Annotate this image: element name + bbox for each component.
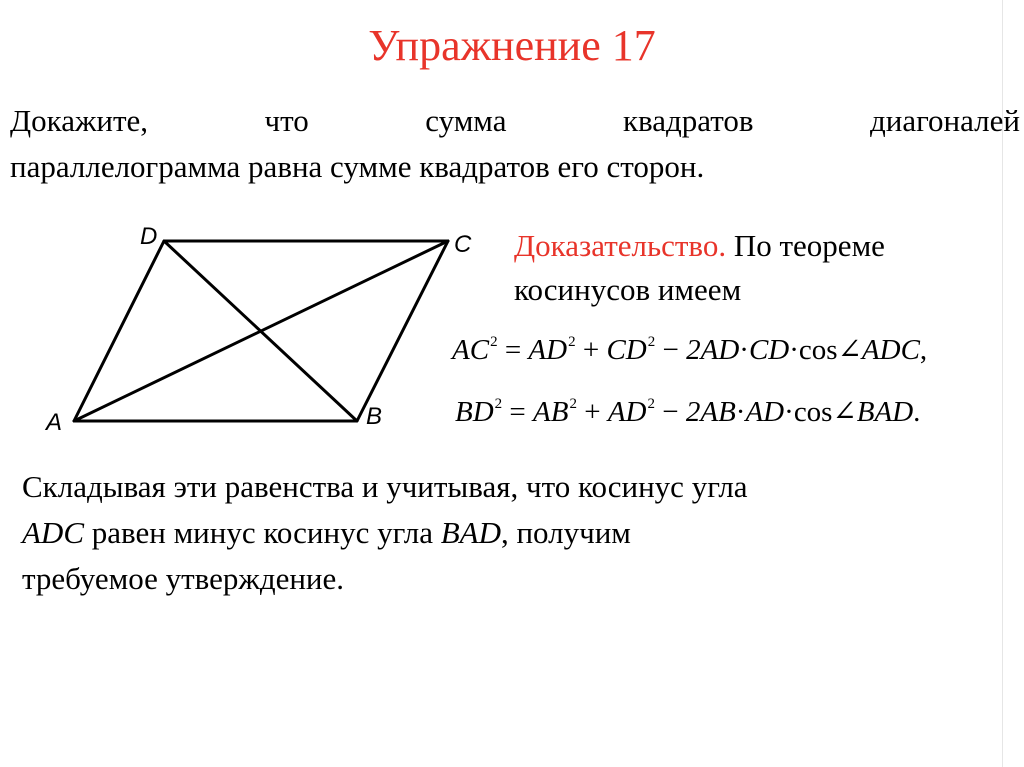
eq2-minus: − — [662, 396, 679, 428]
eq2-exp-3: 2 — [647, 396, 655, 412]
eq2-dot-2: · — [784, 396, 794, 428]
eq2-term-ab: AB — [533, 396, 569, 428]
eq2-angle-bad: BAD — [856, 396, 914, 428]
conclusion-part-4: требуемое утверждение. — [22, 561, 345, 596]
problem-statement — [10, 98, 1020, 190]
conclusion-part-3: , получим — [500, 515, 631, 550]
eq1-angle-icon: ∠ — [837, 334, 862, 366]
proof-conclusion — [22, 464, 1012, 602]
proof-text-line-2: косинусов имеем — [514, 272, 742, 307]
eq1-dot-2: · — [789, 334, 799, 366]
conclusion-part-1: Складывая эти равенства и учитывая, что косинус угла — [22, 469, 748, 504]
proof-label: Доказательство. — [514, 228, 727, 263]
statement-line-2: параллелограмма равна сумме квадратов его сторон. — [10, 149, 705, 184]
eq1-term-ac: AC — [452, 334, 490, 366]
equation-ac-squared — [452, 330, 927, 370]
proof-text-line-1: По теореме — [726, 228, 885, 263]
conclusion-part-2: равен минус косинус угла — [84, 515, 441, 550]
conclusion-angle-adc: ADC — [22, 515, 84, 550]
eq1-cos: cos — [798, 334, 838, 366]
eq2-plus: + — [584, 396, 601, 428]
eq2-exp-2: 2 — [569, 396, 577, 412]
eq1-term-cd: CD — [606, 334, 647, 366]
eq1-term-2ad: 2AD — [686, 334, 740, 366]
slide-title: Упражнение 17 — [368, 21, 656, 70]
proof-intro — [514, 224, 1014, 312]
eq1-exp-2: 2 — [568, 334, 576, 350]
vertex-label-b: B — [366, 403, 383, 430]
eq1-term-cd-2: CD — [748, 334, 790, 366]
diagonal-bd — [164, 241, 357, 421]
vertex-label-c: C — [454, 231, 472, 258]
vertex-label-a: A — [46, 409, 63, 436]
eq2-equals: = — [509, 396, 526, 428]
eq2-dot-1: · — [735, 396, 746, 428]
eq2-cos: cos — [793, 396, 833, 428]
eq2-term-2ab: 2AB — [685, 396, 736, 428]
eq1-term-ad: AD — [528, 334, 568, 366]
eq1-end: , — [919, 334, 928, 366]
eq2-term-bd: BD — [455, 396, 494, 428]
eq1-exp-3: 2 — [647, 334, 656, 350]
eq2-exp-1: 2 — [494, 396, 503, 412]
eq1-plus: + — [582, 334, 600, 366]
eq1-exp-1: 2 — [490, 334, 498, 350]
equation-bd-squared — [455, 392, 920, 432]
eq2-term-ad: AD — [607, 396, 647, 428]
eq2-angle-icon: ∠ — [832, 396, 857, 428]
eq2-end: . — [913, 396, 921, 428]
eq1-minus: − — [662, 334, 679, 366]
statement-line-1: Докажите, что сумма квадратов диагоналей — [10, 103, 1020, 138]
eq1-angle-adc: ADC — [861, 334, 920, 366]
vertex-label-d: D — [140, 223, 158, 250]
parallelogram-diagram — [40, 220, 480, 440]
eq1-equals: = — [504, 334, 522, 366]
eq1-dot-1: · — [739, 334, 749, 366]
conclusion-angle-bad: BAD — [440, 515, 501, 550]
eq2-term-ad-2: AD — [745, 396, 785, 428]
